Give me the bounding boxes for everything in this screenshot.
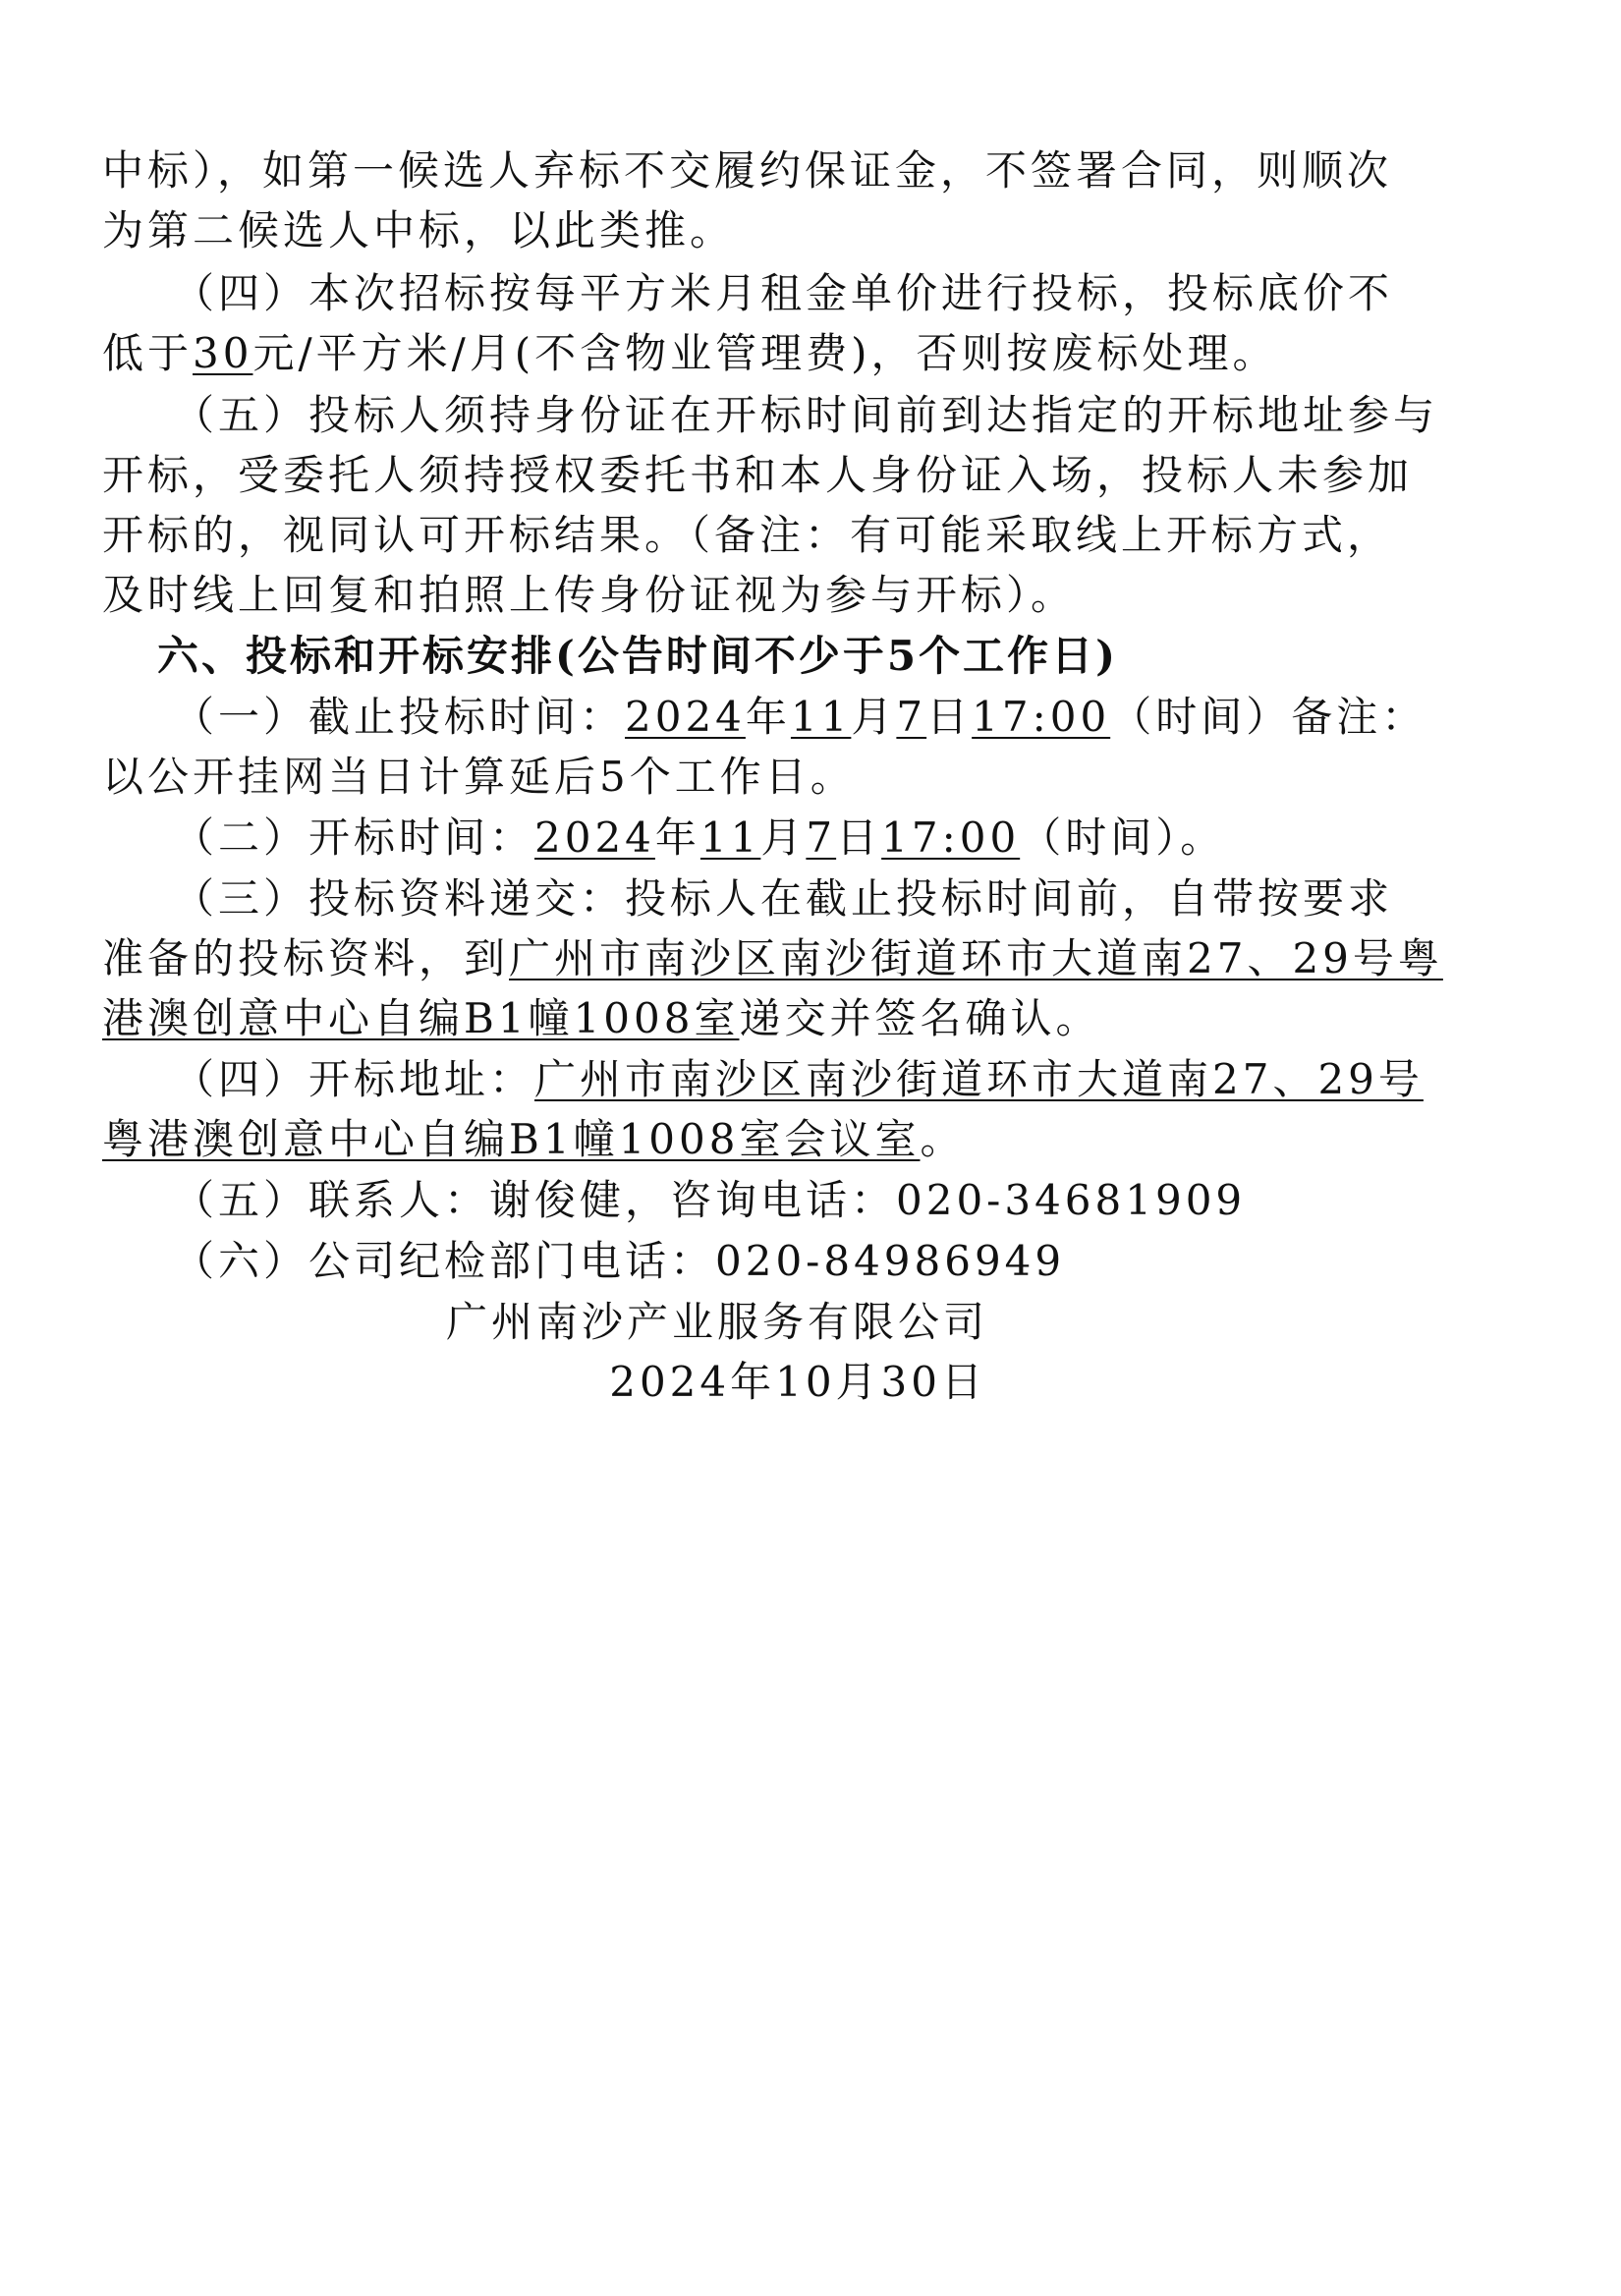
submission-address-part-1: 广州市南沙区南沙街道环市大道南27、29号粤 — [509, 934, 1443, 982]
deadline-day-unit: 日 — [926, 693, 973, 741]
paragraph-3-line-1: （五）投标人须持身份证在开标时间前到达指定的开标地址参与 — [173, 391, 1439, 439]
deadline-day: 7 — [896, 693, 927, 741]
deadline-time: 17:00 — [972, 693, 1111, 741]
submission-line-3 — [102, 993, 1101, 1044]
opening-suffix: （时间）。 — [1020, 813, 1226, 862]
paragraph-1-line-2: 为第二候选人中标，以此类推。 — [102, 206, 736, 254]
section-heading: 六、投标和开标安排(公告时间不少于5个工作日) — [157, 632, 1118, 680]
submission-line-1: （三）投标资料递交：投标人在截止投标时间前，自带按要求 — [173, 874, 1394, 923]
deadline-line-1 — [173, 692, 1426, 743]
opening-address-suffix: 。 — [920, 1115, 966, 1163]
paragraph-3-line-3: 开标的，视同认可开标结果。（备注：有可能采取线上开标方式， — [102, 511, 1393, 559]
signature-date: 2024年10月30日 — [609, 1358, 986, 1406]
paragraph-1-line-1: 中标），如第一候选人弃标不交履约保证金，不签署合同，则顺次 — [102, 146, 1393, 195]
base-price-value: 30 — [193, 329, 253, 377]
price-suffix: 元/平方米/月(不含物业管理费)，否则按废标处理。 — [252, 329, 1278, 377]
price-prefix: 低于 — [102, 329, 194, 377]
opening-address-prefix: （四）开标地址： — [173, 1055, 535, 1103]
submission-suffix: 递交并签名确认。 — [739, 994, 1101, 1042]
opening-address-part-1: 广州市南沙区南沙街道环市大道南27、29号 — [534, 1055, 1424, 1103]
paragraph-2-line-1: （四）本次招标按每平方米月租金单价进行投标，投标底价不 — [173, 269, 1394, 317]
submission-line-2 — [102, 933, 1443, 984]
deadline-suffix: （时间）备注： — [1110, 693, 1427, 741]
signature-company: 广州南沙产业服务有限公司 — [445, 1298, 988, 1346]
submission-prefix: 准备的投标资料，到 — [102, 934, 510, 982]
opening-year: 2024 — [534, 813, 655, 862]
opening-address-line-2 — [102, 1114, 966, 1165]
deadline-line-2: 以公开挂网当日计算延后5个工作日。 — [102, 753, 856, 801]
deadline-month-unit: 月 — [851, 693, 897, 741]
opening-month-unit: 月 — [760, 813, 807, 862]
opening-day: 7 — [806, 813, 837, 862]
paragraph-2-line-2 — [102, 328, 1278, 379]
opening-day-unit: 日 — [836, 813, 882, 862]
paragraph-3-line-4: 及时线上回复和拍照上传身份证视为参与开标）。 — [102, 571, 1077, 619]
deadline-prefix: （一）截止投标时间： — [173, 693, 626, 741]
deadline-month: 11 — [790, 693, 852, 741]
opening-prefix: （二）开标时间： — [173, 813, 535, 862]
paragraph-3-line-2: 开标，受委托人须持授权委托书和本人身份证入场，投标人未参加 — [102, 451, 1414, 499]
opening-address-part-2: 粤港澳创意中心自编B1幢1008室会议室 — [102, 1115, 921, 1163]
discipline-phone-line: （六）公司纪检部门电话：020-84986949 — [173, 1237, 1066, 1285]
opening-year-unit: 年 — [654, 813, 700, 862]
submission-address-part-2: 港澳创意中心自编B1幢1008室 — [102, 994, 740, 1042]
opening-time-value: 17:00 — [881, 813, 1021, 862]
opening-time-line — [173, 812, 1225, 864]
deadline-year-unit: 年 — [745, 693, 791, 741]
opening-month: 11 — [699, 813, 761, 862]
deadline-year: 2024 — [625, 693, 746, 741]
opening-address-line-1 — [173, 1054, 1424, 1105]
contact-line: （五）联系人：谢俊健，咨询电话：020-34681909 — [173, 1176, 1247, 1224]
